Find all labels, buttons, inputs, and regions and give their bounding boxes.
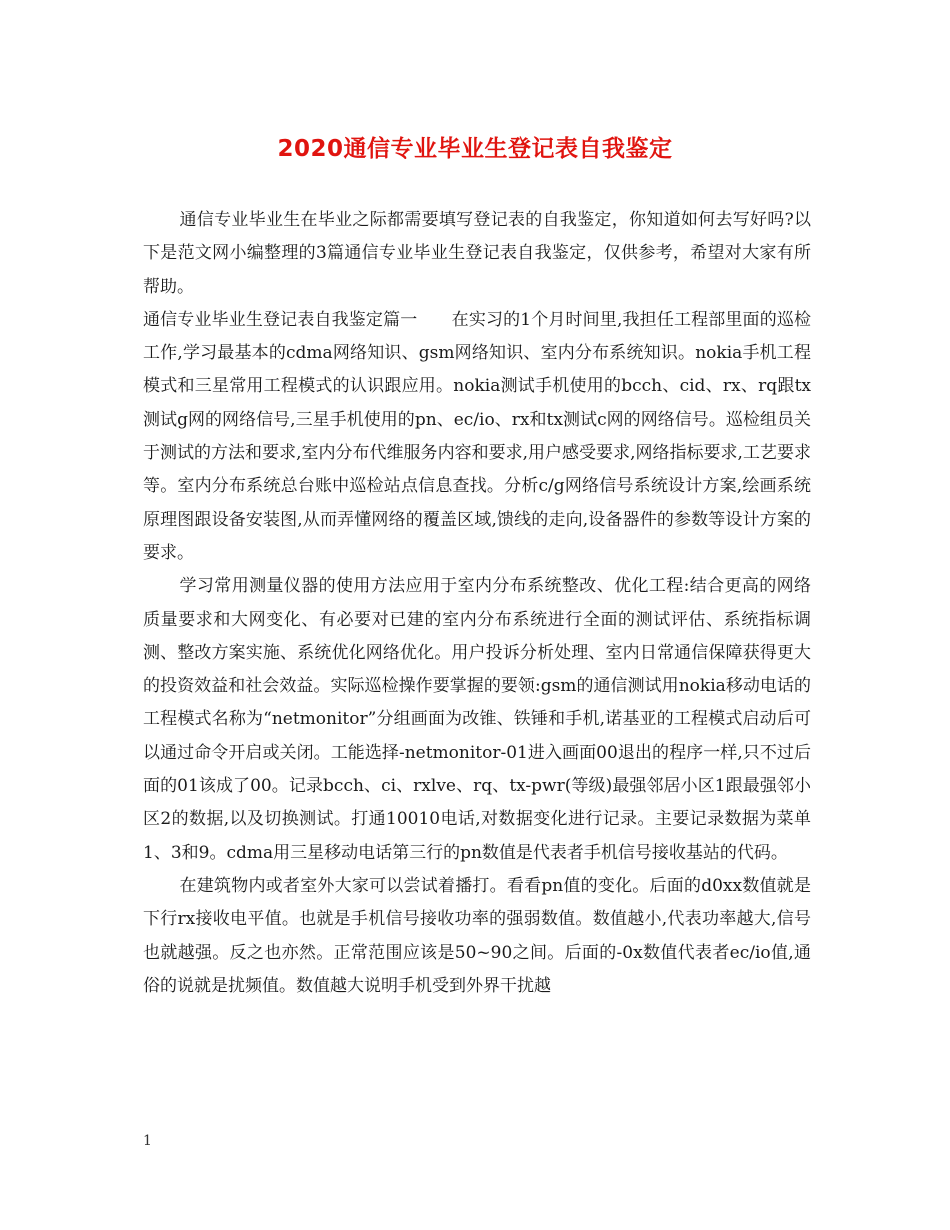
page-number: 1 bbox=[143, 1133, 152, 1149]
document-title: 2020通信专业毕业生登记表自我鉴定 bbox=[277, 136, 673, 162]
document-body bbox=[143, 204, 811, 1003]
paragraph-building-test: 在建筑物内或者室外大家可以尝试着播打。看看pn值的变化。后面的d0xx数值就是下行rx接收电平值。也就是手机信号接收功率的强弱数值。数值越小,代表功率越大,信号也就越强。反之也亦然。正常范围应该是50~90之间。后面的-0x数值代表者ec/io值,通俗的说就是扰频值。数值越大说明手机受到外界干扰越 bbox=[143, 875, 811, 996]
paragraph-measurement: 学习常用测量仪器的使用方法应用于室内分布系统整改、优化工程:结合更高的网络质量要求和大网变化、有必要对已建的室内分布系统进行全面的测试评估、系统指标调测、整改方案实施、系统优化网络优化。用户投诉分析处理、室内日常通信保障获得更大的投资效益和社会效益。实际巡检操作要掌握的要领:gsm的通信测试用nokia移动电话的工程模式名称为“netmonitor”分组画面为改锥、铁锤和手机,诺基亚的工程模式启动后可以通过命令开启或关闭。工能选择-netmonitor-01进入画面00退出的程序一样,只不过后面的01该成了00。记录bcch、ci、rxlve、rq、tx-pwr(等级)最强邻居小区1跟最强邻小区2的数据,以及切换测试。打通10010电话,对数据变化进行记录。主要记录数据为菜单1、3和9。cdma用三星移动电话第三行的pn数值是代表者手机信号接收基站的代码。 bbox=[143, 576, 811, 863]
paragraph-section-one: 通信专业毕业生登记表自我鉴定篇一 在实习的1个月时间里,我担任工程部里面的巡检工作,学习最基本的cdma网络知识、gsm网络知识、室内分布系统知识。nokia手机工程模式和三星常用工程模式的认识跟应用。nokia测试手机使用的bcch、cid、rx、rq跟tx测试g网的网络信号,三星手机使用的pn、ec/io、rx和tx测试c网的网络信号。巡检组员关于测试的方法和要求,室内分布代维服务内容和要求,用户感受要求,网络指标要求,工艺要求等。室内分布系统总台账中巡检站点信息查找。分析c/g网络信号系统设计方案,绘画系统原理图跟设备安装图,从而弄懂网络的覆盖区域,馈线的走向,设备器件的参数等设计方案的要求。 bbox=[143, 309, 811, 563]
paragraph-intro: 通信专业毕业生在毕业之际都需要填写登记表的自我鉴定，你知道如何去写好吗?以下是范文网小编整理的3篇通信专业毕业生登记表自我鉴定，仅供参考，希望对大家有所帮助。 bbox=[143, 210, 811, 297]
